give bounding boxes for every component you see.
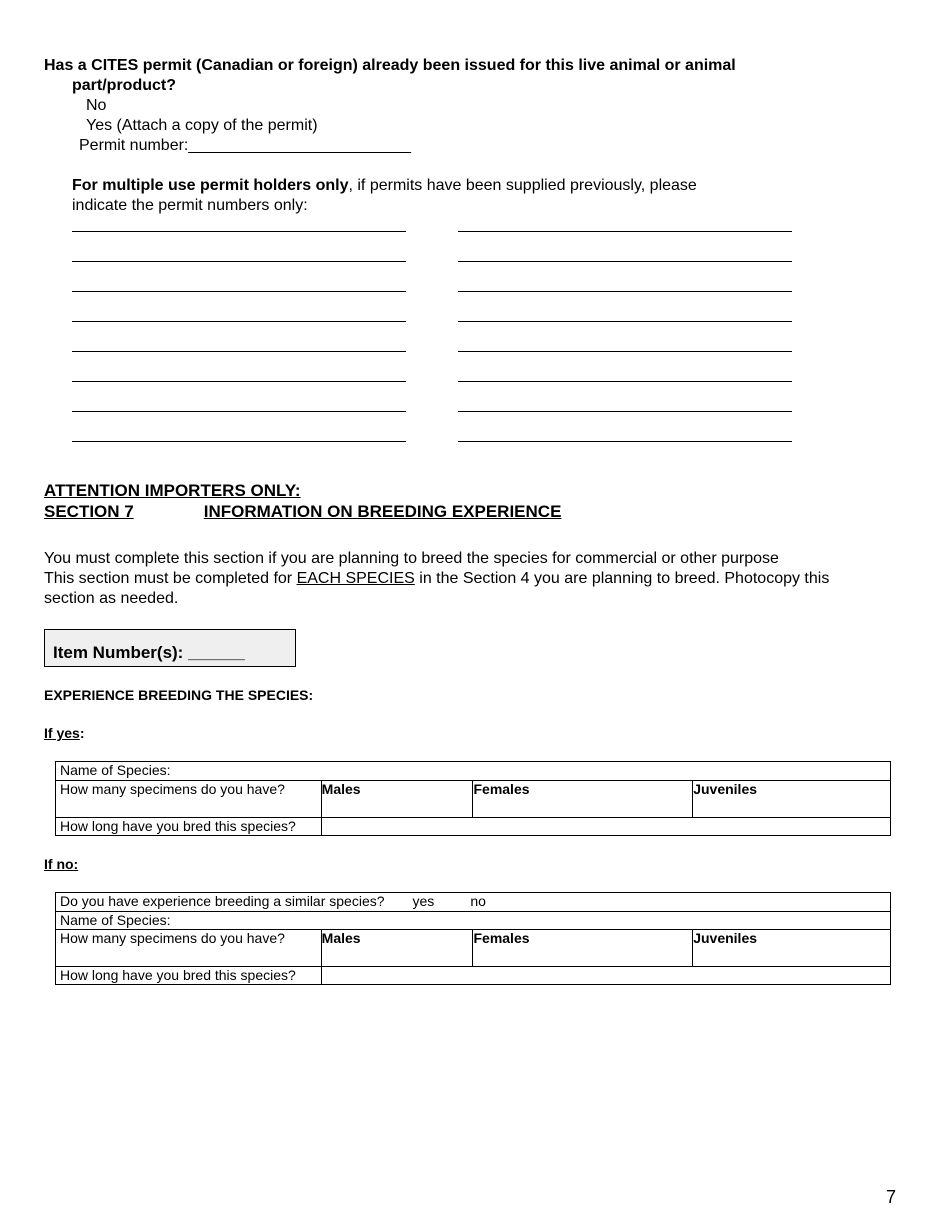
section-number: SECTION 7 [44, 502, 134, 521]
item-numbers-box[interactable] [44, 629, 296, 667]
permit-line[interactable] [458, 261, 792, 262]
option-no[interactable]: No [86, 97, 107, 114]
permit-number-row [79, 136, 411, 156]
permit-line[interactable] [72, 261, 406, 262]
page-number: 7 [886, 1187, 897, 1207]
how-long-answer[interactable] [321, 967, 890, 985]
if-no-table [55, 892, 891, 985]
permit-line[interactable] [458, 291, 792, 292]
permit-line[interactable] [72, 291, 406, 292]
permit-line[interactable] [458, 381, 792, 382]
multi-use-bold: For multiple use permit holders only [72, 177, 349, 194]
permit-line[interactable] [458, 231, 792, 232]
similar-species-cell [56, 893, 891, 912]
if-yes-colon: : [79, 725, 85, 741]
each-species-underlined: EACH SPECIES [296, 570, 415, 587]
table-row [56, 912, 891, 930]
section-title: INFORMATION ON BREEDING EXPERIENCE [203, 502, 562, 521]
permit-line[interactable] [72, 411, 406, 412]
how-long-cell: How long have you bred this species? [56, 818, 322, 836]
table-row [56, 762, 891, 781]
juveniles-cell[interactable]: Juveniles [693, 781, 891, 818]
permit-line[interactable] [72, 231, 406, 232]
permit-line[interactable] [72, 381, 406, 382]
question-line-2: part/product? [72, 77, 176, 94]
how-many-cell: How many specimens do you have? [56, 930, 322, 967]
multi-use-rest: , if permits have been supplied previously, please [348, 177, 697, 194]
how-long-cell: How long have you bred this species? [56, 967, 322, 985]
if-yes-table [55, 761, 891, 836]
experience-heading: EXPERIENCE BREEDING THE SPECIES: [44, 687, 314, 703]
instructions-line-3: section as needed. [44, 590, 179, 607]
if-yes-text: If yes [44, 725, 80, 741]
table-row [56, 781, 891, 818]
permit-number-label: Permit number: [79, 137, 189, 154]
instructions-line-2-post: in the Section 4 you are planning to breed. Photocopy this [414, 570, 830, 587]
similar-yes-option[interactable]: yes [412, 893, 435, 909]
table-row [56, 930, 891, 967]
attention-heading: ATTENTION IMPORTERS ONLY: [44, 481, 301, 500]
multi-use-line-2: indicate the permit numbers only: [72, 197, 308, 214]
males-cell[interactable]: Males [321, 930, 473, 967]
section-7-heading [44, 501, 606, 522]
permit-line[interactable] [458, 351, 792, 352]
cites-permit-question [44, 56, 824, 96]
if-yes-label [44, 725, 84, 741]
instructions-line-2-pre: This section must be completed for [44, 570, 297, 587]
table-row [56, 818, 891, 836]
permit-line[interactable] [458, 441, 792, 442]
section-instructions [44, 549, 904, 609]
permit-line[interactable] [72, 441, 406, 442]
name-of-species-cell[interactable]: Name of Species: [56, 762, 891, 781]
table-row [56, 893, 891, 912]
how-long-answer[interactable] [321, 818, 890, 836]
table-row [56, 967, 891, 985]
question-line-1: Has a CITES permit (Canadian or foreign) already been issued for this live animal or animal [44, 57, 736, 74]
males-cell[interactable]: Males [321, 781, 473, 818]
similar-no-option[interactable]: no [470, 893, 486, 909]
permit-line[interactable] [72, 351, 406, 352]
juveniles-cell[interactable]: Juveniles [693, 930, 891, 967]
permit-line[interactable] [458, 411, 792, 412]
item-numbers-label: Item Number(s): ______ [53, 643, 245, 662]
how-many-cell: How many specimens do you have? [56, 781, 322, 818]
multi-use-instructions [72, 176, 792, 216]
instructions-line-1: You must complete this section if you are planning to breed the species for commercial or other purpose [44, 550, 779, 567]
if-no-label: If no: [44, 856, 79, 872]
permit-line[interactable] [72, 321, 406, 322]
permit-number-field[interactable]: _________________________ [188, 137, 411, 154]
similar-species-question: Do you have experience breeding a similar species? [60, 893, 385, 909]
permit-line[interactable] [458, 321, 792, 322]
option-yes[interactable]: Yes (Attach a copy of the permit) [86, 117, 318, 134]
females-cell[interactable]: Females [473, 781, 693, 818]
name-of-species-cell[interactable]: Name of Species: [56, 912, 891, 930]
females-cell[interactable]: Females [473, 930, 693, 967]
